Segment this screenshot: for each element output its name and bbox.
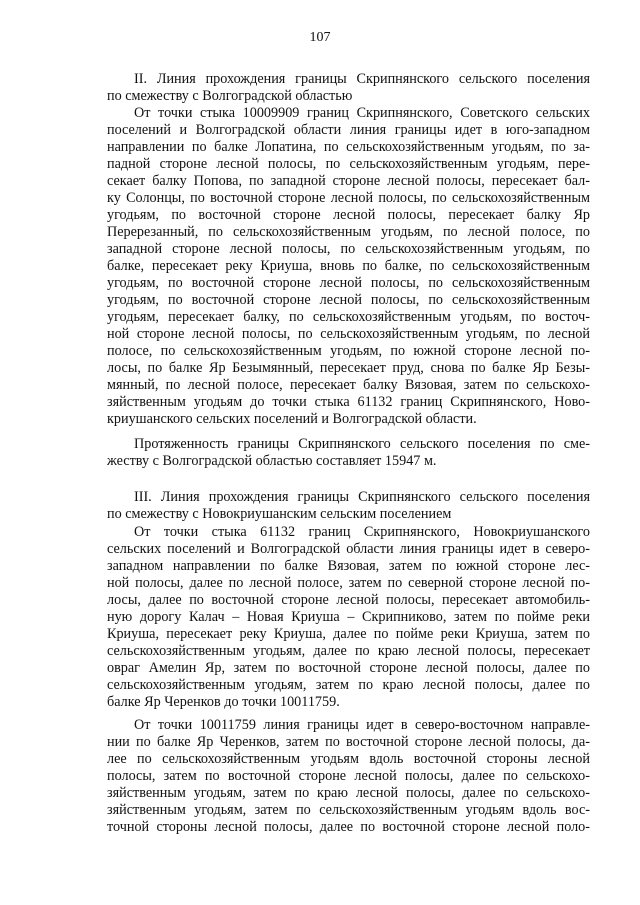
text-line: От точки стыка 61132 границ Скрипнянского, Новокриушанского xyxy=(134,524,590,540)
text-line: балке, пересекает реку Криуша, вновь по балке, по сельскохозяйственным xyxy=(107,258,590,274)
text-line: угодьям, пересекает балку, по сельскохозяйственным угодьям, по восточ- xyxy=(107,309,590,325)
text-line: зяйственным угодьям, затем по сельскохозяйственным угодьям вдоль вос- xyxy=(107,802,590,818)
text-line: мянный, по лесной полосе, пересекает балку Вязовая, затем по сельскохо- xyxy=(107,377,590,393)
heading-line: III. Линия прохождения границы Скрипнянского сельского поселения xyxy=(134,489,590,505)
text-line: зяйственным угодьям, затем по краю лесной полосы, далее по сельскохо- xyxy=(107,785,590,801)
text-line: Перерезанный, по сельскохозяйственным угодьям, по лесной полосе, по xyxy=(107,224,590,240)
text-line: овраг Амелин Яр, затем по восточной стороне лесной полосы, далее по xyxy=(107,660,590,676)
text-line: ку Солонцы, по восточной стороне лесной полосы, по сельскохозяйственным xyxy=(107,190,590,206)
heading-line: по смежеству с Новокриушанским сельским поселением xyxy=(107,506,452,522)
text-line: зяйственным угодьям до точки стыка 61132 границ Скрипнянского, Ново- xyxy=(107,394,590,410)
text-line: лосы, по балке Яр Безымянный, пересекает пруд, снова по балке Яр Безы- xyxy=(107,360,590,376)
text-line: ной стороне лесной полосы, по сельскохозяйственным угодьям, по лесной xyxy=(107,326,590,342)
text-line: западной стороне лесной полосы, по сельскохозяйственным угодьям, по xyxy=(107,241,590,257)
page-number: 107 xyxy=(309,30,331,45)
text-line: падной стороне лесной полосы, по сельскохозяйственным угодьям, пере- xyxy=(107,156,590,172)
text-line: полосы, затем по восточной стороне лесной полосы, далее по сельскохо- xyxy=(107,768,590,784)
text-line: секает балку Попова, по западной стороне лесной полосы, пересекает бал- xyxy=(107,173,590,189)
heading-line: по смежеству с Волгоградской областью xyxy=(107,88,353,104)
text-line: От точки стыка 10009909 границ Скрипнянского, Советского сельских xyxy=(134,105,590,121)
text-line: лее по сельскохозяйственным угодьям вдоль восточной стороны лесной xyxy=(107,751,590,767)
text-line: сельских поселений и Волгоградской области линия границы идет в северо- xyxy=(107,541,590,557)
text-line: жеству с Волгоградской областью составляет 15947 м. xyxy=(107,453,437,469)
text-line: полосе, по сельскохозяйственным угодьям, по южной стороне лесной по- xyxy=(107,343,590,359)
text-line: угодьям, по восточной стороне лесной полосы, по сельскохозяйственным xyxy=(107,292,590,308)
text-line: направлении по балке Лопатина, по сельскохозяйственным угодьям, по за- xyxy=(107,139,590,155)
text-line: Криуша, пересекает реку Криуша, далее по пойме реки Криуша, затем по xyxy=(107,626,590,642)
text-line: ную дорогу Калач – Новая Криуша – Скрипниково, затем по пойме реки xyxy=(107,609,590,625)
text-line: криушанского сельских поселений и Волгоградской области. xyxy=(107,411,477,427)
text-line: угодьям, по восточной стороне лесной полосы, по сельскохозяйственным xyxy=(107,275,590,291)
text-line: От точки 10011759 линия границы идет в северо-восточном направле- xyxy=(134,717,590,733)
text-line: угодьям, по восточной стороне лесной полосы, пересекает балку Яр xyxy=(107,207,590,223)
text-line: Протяженность границы Скрипнянского сельского поселения по сме- xyxy=(134,436,590,452)
heading-line: II. Линия прохождения границы Скрипнянского сельского поселения xyxy=(134,71,590,87)
text-line: нии по балке Яр Черенков, затем по восточной стороне лесной полосы, да- xyxy=(107,734,590,750)
text-line: ной полосы, далее по лесной полосе, затем по северной стороне лесной по- xyxy=(107,575,590,591)
text-line: лосы, далее по восточной стороне лесной полосы, пересекает автомобиль- xyxy=(107,592,590,608)
text-line: поселений и Волгоградской области линия границы идет в юго-западном xyxy=(107,122,590,138)
text-line: сельскохозяйственным угодьям, далее по краю лесной полосы, пересекает xyxy=(107,643,590,659)
text-line: балке Яр Черенков до точки 10011759. xyxy=(107,694,340,710)
text-line: сельскохозяйственным угодьям, затем по краю лесной полосы, далее по xyxy=(107,677,590,693)
text-line: западном направлении по балке Вязовая, затем по южной стороне лес- xyxy=(107,558,590,574)
text-line: точной стороны лесной полосы, далее по восточной стороне лесной поло- xyxy=(107,819,590,835)
